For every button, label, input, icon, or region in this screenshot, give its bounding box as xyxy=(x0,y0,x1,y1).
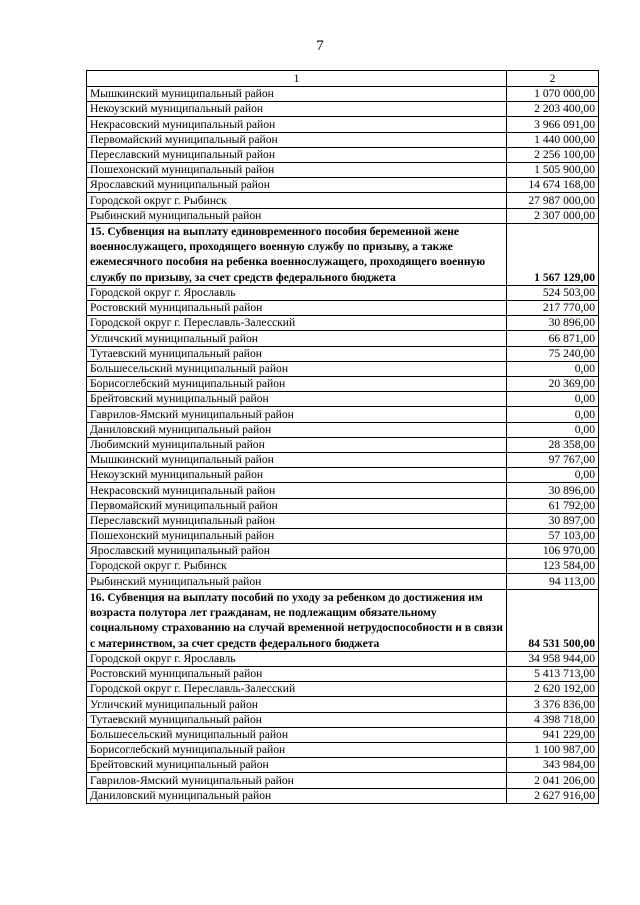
amount-value: 2 256 100,00 xyxy=(507,147,599,162)
amount-value: 75 240,00 xyxy=(507,346,599,361)
header-col-2: 2 xyxy=(507,71,599,87)
amount-value: 94 113,00 xyxy=(507,574,599,589)
table-row xyxy=(87,667,599,682)
section-title: 15. Субвенция на выплату единовременного пособия беременной жене военнослужащего, проходящего военную службу по призыву, а также ежемесячного пособия на ребенка военнослужащего, проходящего военную службу по призыву, за счет средств федерального бюджета xyxy=(87,223,507,285)
amount-value: 343 984,00 xyxy=(507,758,599,773)
amount-value: 30 896,00 xyxy=(507,316,599,331)
header-col-1: 1 xyxy=(87,71,507,87)
district-name: Ярославский муниципальный район xyxy=(87,178,507,193)
table-row xyxy=(87,773,599,788)
table-row xyxy=(87,712,599,727)
table-row xyxy=(87,392,599,407)
amount-value: 30 896,00 xyxy=(507,483,599,498)
amount-value: 34 958 944,00 xyxy=(507,651,599,666)
district-name: Тутаевский муниципальный район xyxy=(87,712,507,727)
table-row xyxy=(87,178,599,193)
amount-value: 27 987 000,00 xyxy=(507,193,599,208)
amount-value: 106 970,00 xyxy=(507,544,599,559)
amount-value: 1 070 000,00 xyxy=(507,87,599,102)
district-name: Брейтовский муниципальный район xyxy=(87,392,507,407)
amount-value: 20 369,00 xyxy=(507,377,599,392)
amount-value: 0,00 xyxy=(507,392,599,407)
district-name: Мышкинский муниципальный район xyxy=(87,452,507,467)
amount-value: 3 966 091,00 xyxy=(507,117,599,132)
district-name: Большесельский муниципальный район xyxy=(87,727,507,742)
amount-value: 66 871,00 xyxy=(507,331,599,346)
table-row xyxy=(87,437,599,452)
table-row xyxy=(87,331,599,346)
district-name: Рыбинский муниципальный район xyxy=(87,574,507,589)
amount-value: 0,00 xyxy=(507,407,599,422)
table-row xyxy=(87,727,599,742)
table-row xyxy=(87,559,599,574)
table-row xyxy=(87,651,599,666)
district-name: Рыбинский муниципальный район xyxy=(87,208,507,223)
district-name: Городской округ г. Рыбинск xyxy=(87,193,507,208)
district-name: Любимский муниципальный район xyxy=(87,437,507,452)
table-row xyxy=(87,285,599,300)
table-row xyxy=(87,346,599,361)
district-name: Первомайский муниципальный район xyxy=(87,498,507,513)
section-total: 1 567 129,00 xyxy=(507,223,599,285)
district-name: Ярославский муниципальный район xyxy=(87,544,507,559)
table-row xyxy=(87,513,599,528)
amount-value: 97 767,00 xyxy=(507,452,599,467)
district-name: Пошехонский муниципальный район xyxy=(87,528,507,543)
district-name: Гаврилов-Ямский муниципальный район xyxy=(87,407,507,422)
table-row xyxy=(87,361,599,376)
table-row xyxy=(87,544,599,559)
amount-value: 1 440 000,00 xyxy=(507,132,599,147)
table-row xyxy=(87,301,599,316)
table-row xyxy=(87,574,599,589)
district-name: Некоузский муниципальный район xyxy=(87,102,507,117)
district-name: Городской округ г. Переславль-Залесский xyxy=(87,316,507,331)
amount-value: 28 358,00 xyxy=(507,437,599,452)
amount-value: 61 792,00 xyxy=(507,498,599,513)
table-row xyxy=(87,208,599,223)
district-name: Переславский муниципальный район xyxy=(87,147,507,162)
district-name: Большесельский муниципальный район xyxy=(87,361,507,376)
district-name: Ростовский муниципальный район xyxy=(87,667,507,682)
table-row xyxy=(87,788,599,803)
amount-value: 14 674 168,00 xyxy=(507,178,599,193)
district-name: Гаврилов-Ямский муниципальный район xyxy=(87,773,507,788)
table-row xyxy=(87,528,599,543)
table-row xyxy=(87,147,599,162)
amount-value: 2 627 916,00 xyxy=(507,788,599,803)
district-name: Даниловский муниципальный район xyxy=(87,788,507,803)
district-name: Некрасовский муниципальный район xyxy=(87,483,507,498)
district-name: Городской округ г. Переславль-Залесский xyxy=(87,682,507,697)
table-row xyxy=(87,407,599,422)
table-row xyxy=(87,682,599,697)
district-name: Борисоглебский муниципальный район xyxy=(87,742,507,757)
table-row xyxy=(87,452,599,467)
page-number: 7 xyxy=(316,38,324,54)
table-row xyxy=(87,102,599,117)
amount-value: 57 103,00 xyxy=(507,528,599,543)
amount-value: 217 770,00 xyxy=(507,301,599,316)
amount-value: 2 203 400,00 xyxy=(507,102,599,117)
district-name: Мышкинский муниципальный район xyxy=(87,87,507,102)
amount-value: 2 307 000,00 xyxy=(507,208,599,223)
table-row xyxy=(87,498,599,513)
table-header-row xyxy=(87,71,599,87)
section-16-header xyxy=(87,589,599,651)
amount-value: 524 503,00 xyxy=(507,285,599,300)
table-row xyxy=(87,422,599,437)
table-row xyxy=(87,697,599,712)
district-name: Пошехонский муниципальный район xyxy=(87,162,507,177)
amount-value: 123 584,00 xyxy=(507,559,599,574)
subsidy-table xyxy=(86,70,599,804)
district-name: Борисоглебский муниципальный район xyxy=(87,377,507,392)
table-row xyxy=(87,132,599,147)
section-title: 16. Субвенция на выплату пособий по уходу за ребенком до достижения им возраста полутора лет гражданам, не подлежащим обязательному социальному страхованию на случай временной нетрудоспособности и в связи с материнством, за счет средств федерального бюджета xyxy=(87,589,507,651)
district-name: Переславский муниципальный район xyxy=(87,513,507,528)
amount-value: 1 505 900,00 xyxy=(507,162,599,177)
amount-value: 941 229,00 xyxy=(507,727,599,742)
amount-value: 30 897,00 xyxy=(507,513,599,528)
amount-value: 5 413 713,00 xyxy=(507,667,599,682)
district-name: Первомайский муниципальный район xyxy=(87,132,507,147)
amount-value: 0,00 xyxy=(507,361,599,376)
amount-value: 2 620 192,00 xyxy=(507,682,599,697)
amount-value: 0,00 xyxy=(507,422,599,437)
section-total: 84 531 500,00 xyxy=(507,589,599,651)
district-name: Некоузский муниципальный район xyxy=(87,468,507,483)
district-name: Некрасовский муниципальный район xyxy=(87,117,507,132)
amount-value: 0,00 xyxy=(507,468,599,483)
table-row xyxy=(87,377,599,392)
table-row xyxy=(87,483,599,498)
amount-value: 3 376 836,00 xyxy=(507,697,599,712)
district-name: Угличский муниципальный район xyxy=(87,331,507,346)
table-row xyxy=(87,468,599,483)
table-row xyxy=(87,742,599,757)
section-15-header xyxy=(87,223,599,285)
district-name: Городской округ г. Ярославль xyxy=(87,285,507,300)
district-name: Городской округ г. Рыбинск xyxy=(87,559,507,574)
table-row xyxy=(87,193,599,208)
table-row xyxy=(87,316,599,331)
district-name: Даниловский муниципальный район xyxy=(87,422,507,437)
district-name: Тутаевский муниципальный район xyxy=(87,346,507,361)
table-row xyxy=(87,758,599,773)
amount-value: 4 398 718,00 xyxy=(507,712,599,727)
district-name: Угличский муниципальный район xyxy=(87,697,507,712)
amount-value: 2 041 206,00 xyxy=(507,773,599,788)
table-row xyxy=(87,162,599,177)
table-row xyxy=(87,117,599,132)
district-name: Городской округ г. Ярославль xyxy=(87,651,507,666)
table-row xyxy=(87,87,599,102)
district-name: Брейтовский муниципальный район xyxy=(87,758,507,773)
amount-value: 1 100 987,00 xyxy=(507,742,599,757)
district-name: Ростовский муниципальный район xyxy=(87,301,507,316)
